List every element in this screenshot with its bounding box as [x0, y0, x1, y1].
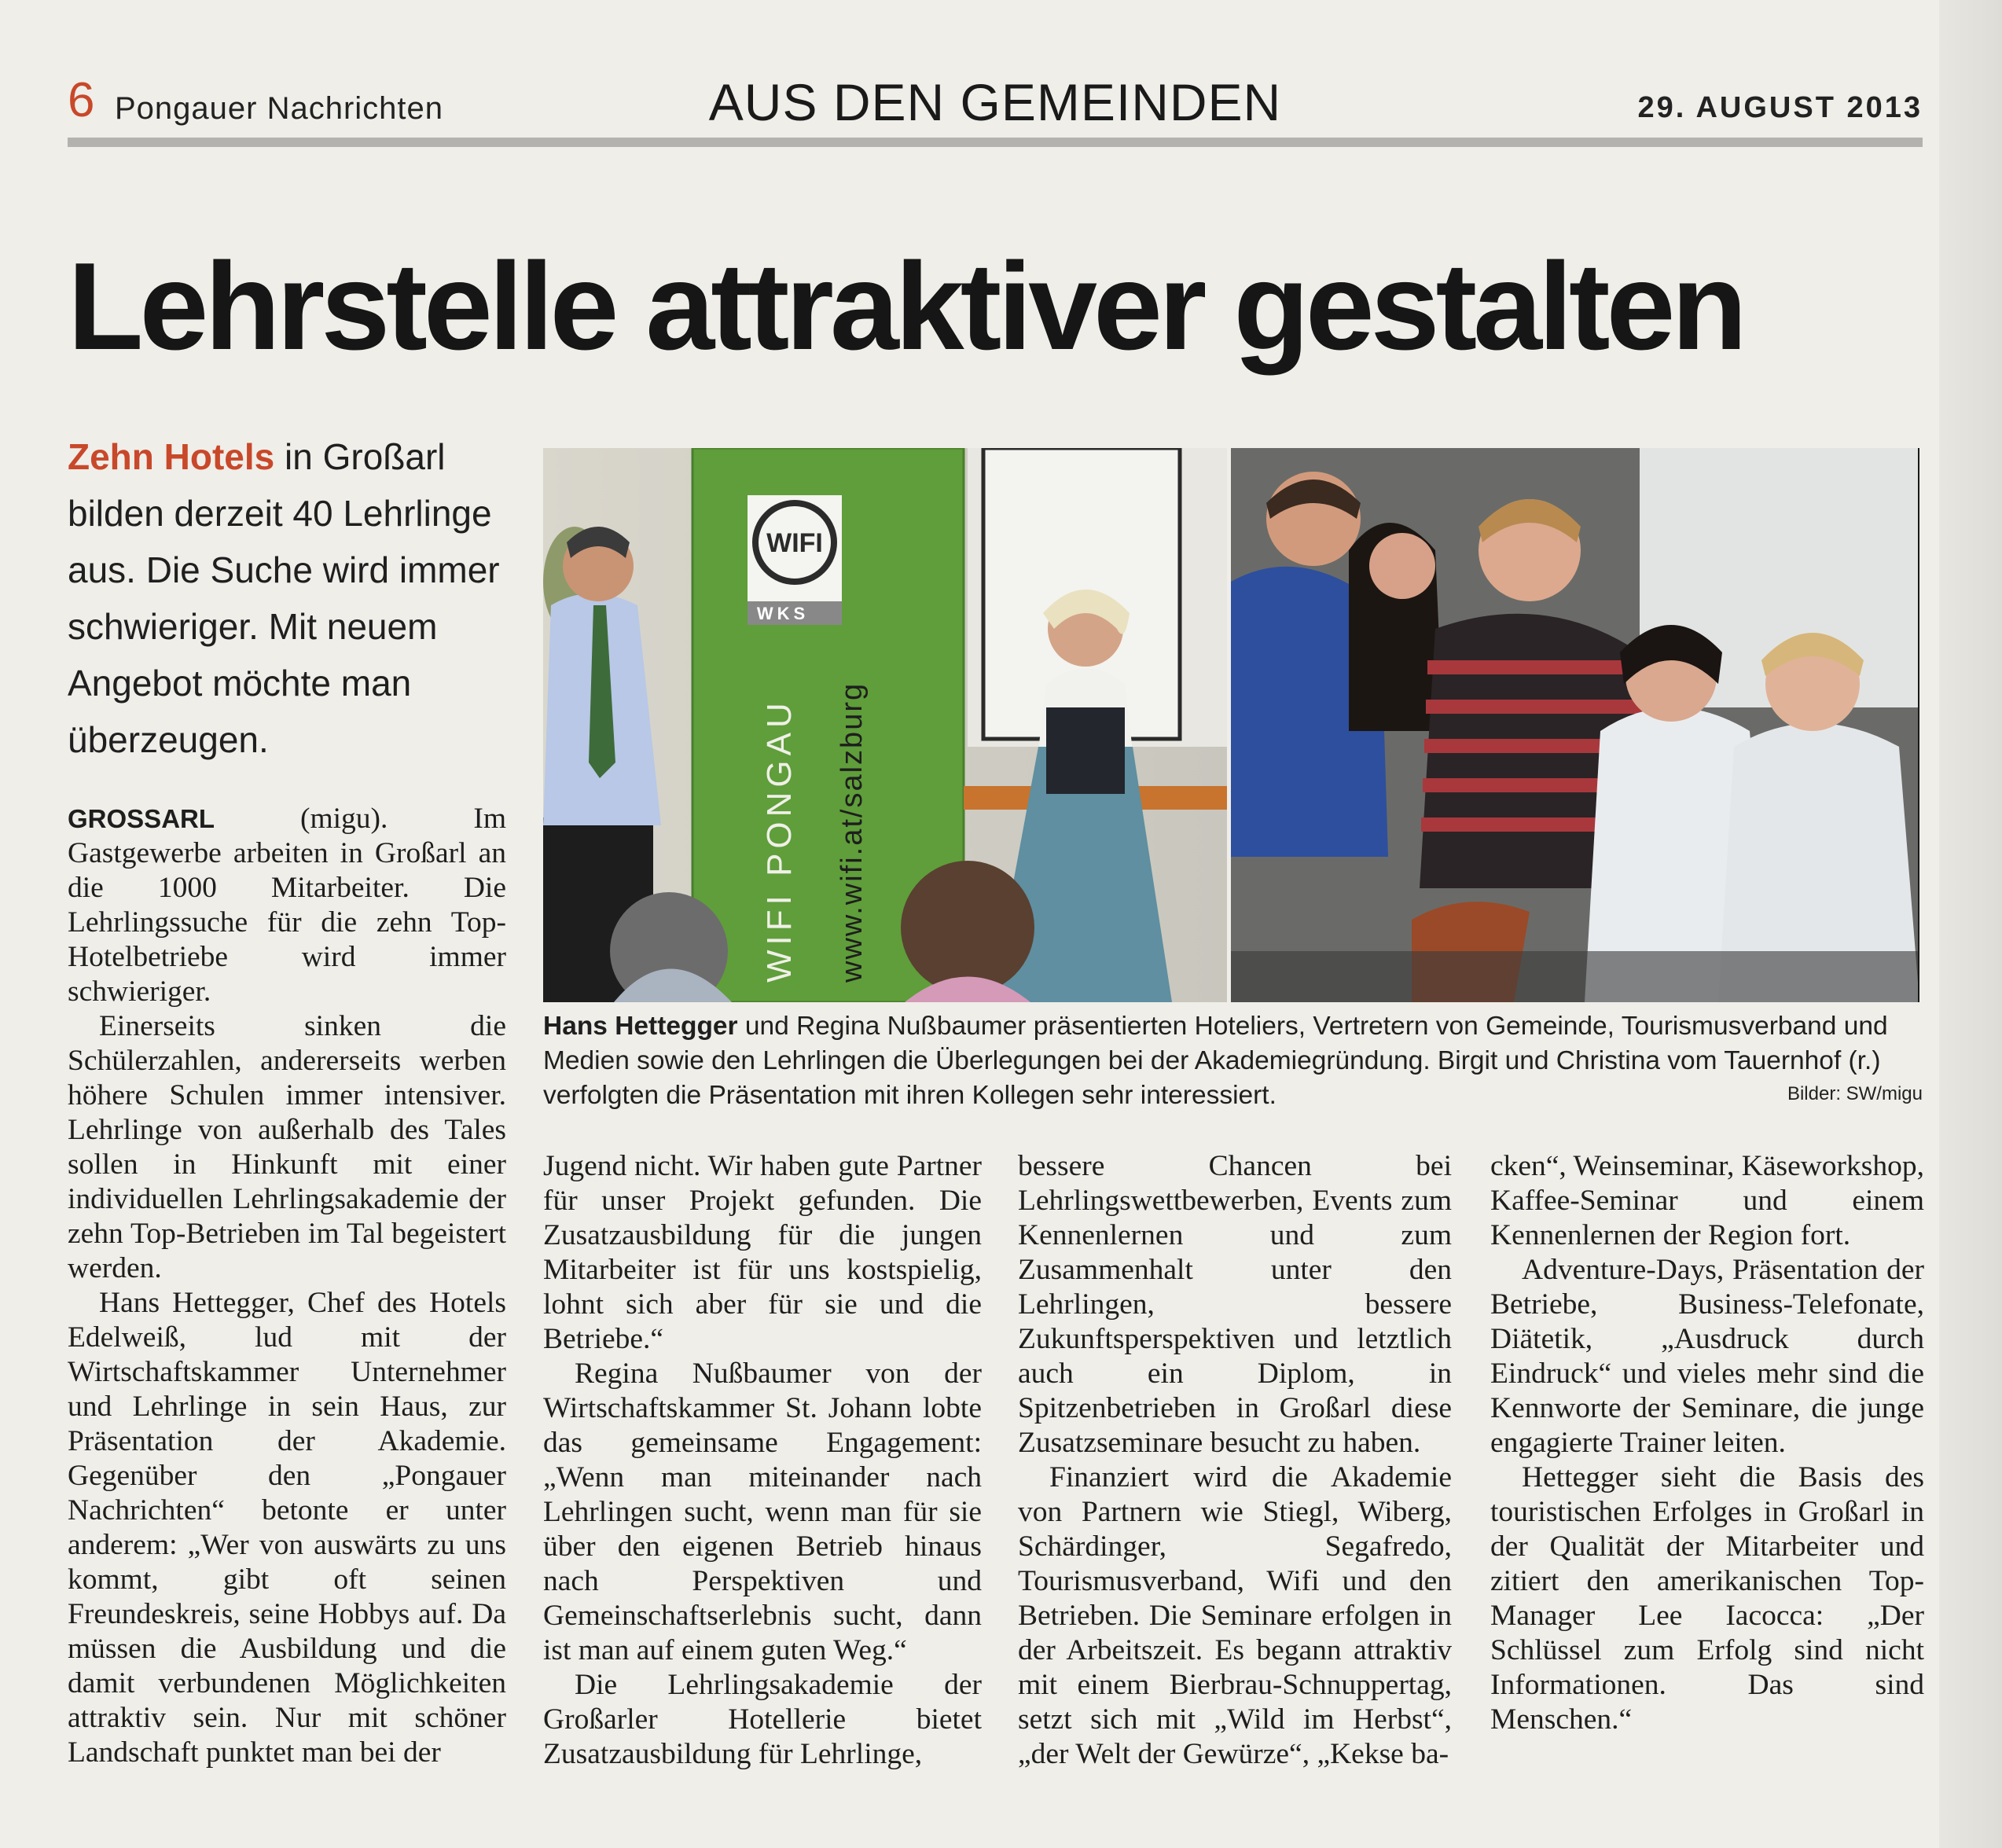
- col3-paragraph-1: bessere Chancen bei Lehrlingswettbewerben, Events zum Kennenlernen und zum Zusammenhalt unter den Lehrlingen, bessere Zukunftsperspektiven und letztlich auch ein Diplom, in Spitzenbetrieben in Großarl diese Zusatzseminare besucht zu haben.: [1018, 1150, 1452, 1459]
- header-rule: [68, 138, 1923, 147]
- photo-caption: [543, 1009, 1923, 1113]
- col1-paragraph-1: (migu). Im Gastgewerbe arbeiten in Großarl an die 1000 Mitarbeiter. Die Lehrlingssuche für die zehn Top-Hotelbetriebe wird immer schwieriger.: [68, 803, 506, 1008]
- issue-date: 29. AUGUST 2013: [1637, 91, 1923, 124]
- header-bar: [68, 72, 1923, 135]
- page-edge-shadow: [1939, 0, 2002, 1848]
- banner-text: WIFI PONGAU: [760, 698, 799, 983]
- article-column-1: [68, 802, 506, 1770]
- photo-apprentices-image: [1231, 448, 1919, 1002]
- bleed-through-text: [1968, 55, 1986, 118]
- publication-name: Pongauer Nachrichten: [115, 91, 444, 126]
- section-title: AUS DEN GEMEINDEN: [708, 73, 1282, 131]
- page-number: 6: [68, 73, 95, 127]
- photo-edge: [1918, 448, 1919, 1002]
- photo-presentation: [543, 448, 1227, 1002]
- article-headline: Lehrstelle attraktiver gestalten: [68, 237, 1743, 376]
- col4-paragraph-2: Adventure-Days, Präsentation der Betriebe, Business-Telefonate, Diätetik, „Ausdruck durch Eindruck“ und vieles mehr sind die Kennworte der Seminare, die junge engagierte Trainer leiten.: [1490, 1254, 1924, 1459]
- article-lead: [68, 428, 508, 768]
- article-column-3: [1018, 1149, 1452, 1772]
- col2-paragraph-1: Jugend nicht. Wir haben gute Partner für unser Projekt gefunden. Die Zusatzausbildung für die jungen Mitarbeiter ist für uns kostspielig, lohnt sich aber für sie und die Betriebe.“: [543, 1150, 982, 1355]
- col1-paragraph-2: Einerseits sinken die Schülerzahlen, andererseits werben höhere Schulen immer intensiver. Lehrlinge von außerhalb des Tales sollen in Hinkunft mit einer individuellen Lehrlingsakademie der zehn Top-Betrieben im Tal begeistert werden.: [68, 1010, 506, 1284]
- col2-paragraph-3: Die Lehrlingsakademie der Großarler Hotellerie bietet Zusatzausbildung für Lehrlinge,: [543, 1669, 982, 1770]
- dateline: GROSSARL: [68, 804, 215, 833]
- col2-paragraph-2: Regina Nußbaumer von der Wirtschaftskammer St. Johann lobte das gemeinsame Engagement: „Wenn man miteinander nach Lehrlingen sucht, wenn man für sie über den eigenen Betrieb hinaus nach Perspektiven und Gemeinschaftserlebnis sucht, dann ist man auf einem guten Weg.“: [543, 1358, 982, 1666]
- col1-paragraph-3: Hans Hettegger, Chef des Hotels Edelweiß, lud mit der Wirtschaftskammer Unternehmer und Lehrlinge in sein Haus, zur Präsentation der Akademie. Gegenüber den „Pongauer Nachrichten“ betonte er unter anderem: „Wer von auswärts zu uns kommt, gibt oft seinen Freundeskreis, seine Hobbys auf. Da müssen die Ausbildung und die damit verbundenen Möglichkeiten attraktiv sein. Nur mit schöner Landschaft punktet man bei der: [68, 1287, 506, 1769]
- article-column-2: [543, 1149, 982, 1772]
- lead-highlight: Zehn Hotels: [68, 436, 275, 477]
- banner-sub: WKS: [756, 604, 810, 623]
- col4-paragraph-1: cken“, Weinseminar, Käseworkshop, Kaffee-Seminar und einem Kennenlernen der Region fort.: [1490, 1150, 1924, 1251]
- photo-presentation-image: [543, 448, 1227, 1002]
- col4-paragraph-3: Hettegger sieht die Basis des touristischen Erfolges in Großarl in der Qualität der Mitarbeiter und zitiert den amerikanischen Top-Manager Lee Iacocca: „Der Schlüssel zum Erfolg sind nicht Informationen. Das sind Menschen.“: [1490, 1461, 1924, 1736]
- article-column-4: [1490, 1149, 1924, 1737]
- photo-credit: Bilder: SW/migu: [1787, 1083, 1923, 1104]
- banner-url: www.wifi.at/salzburg: [836, 682, 869, 983]
- caption-names: Hans Hettegger: [543, 1012, 738, 1041]
- banner-logo: WIFI: [766, 528, 823, 558]
- photo-apprentices: [1231, 448, 1919, 1002]
- col3-paragraph-2: Finanziert wird die Akademie von Partnern wie Stiegl, Wiberg, Schärdinger, Segafredo, Tourismusverband, Wifi und den Betrieben. Die Seminare erfolgen in der Arbeitszeit. Es begann attraktiv mit einem Bierbrau-Schnuppertag, setzt sich mit „Wild im Herbst“, „der Welt der Gewürze“, „Kekse ba-: [1018, 1461, 1452, 1770]
- caption-text: und Regina Nußbaumer präsentierten Hoteliers, Vertretern von Gemeinde, Tourismusverband und Medien sowie den Lehrlingen die Überlegungen bei der Akademiegründung. Birgit und Christina vom Tauernhof (r.) verfolgten die Präsentation mit ihren Kollegen sehr interessiert.: [543, 1012, 1888, 1110]
- lead-text: in Großarl bilden derzeit 40 Lehrlinge aus. Die Suche wird immer schwieriger. Mit neuem Angebot möchte man überzeugen.: [68, 436, 500, 760]
